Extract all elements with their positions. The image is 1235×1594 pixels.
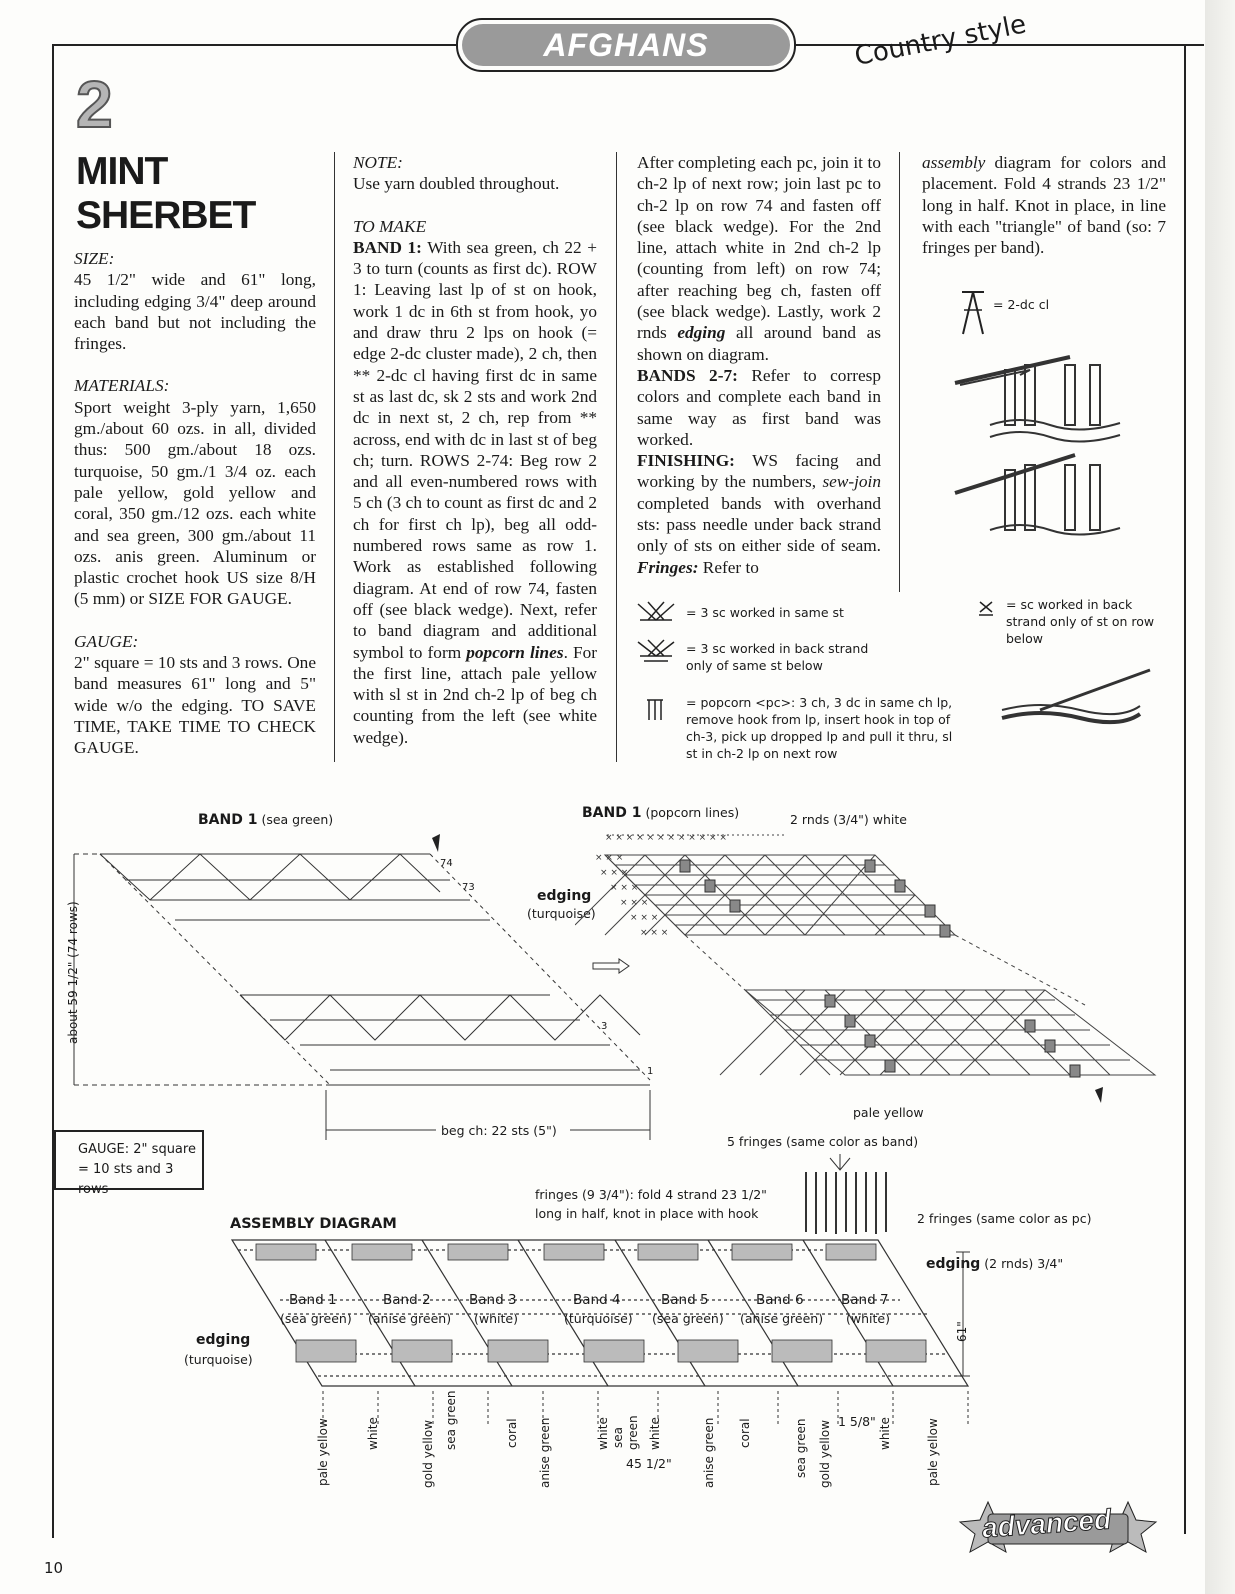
assembly-edging-bold: edging bbox=[926, 1256, 981, 1272]
popcorn-edging-color: (turquoise) bbox=[527, 906, 596, 921]
two-fringes-label: 2 fringes (same color as pc) bbox=[917, 1211, 1092, 1226]
assembly-band-6-color: (anise green) bbox=[740, 1311, 824, 1326]
col4-text: diagram for colors and placement. Fold 4 strands 23 1/2" long in half. Knot in place, in line with each "triangle" of band (so: 7 fringes per band). bbox=[922, 153, 1166, 258]
svg-text:× × ×: × × × bbox=[640, 928, 669, 938]
fringe-illustration bbox=[800, 1152, 900, 1242]
finishing-text-b: completed bands with overhand sts: pass needle under back strand only of sts on either side of seam. bbox=[637, 493, 881, 556]
assembly-band-2-name: Band 2 bbox=[383, 1292, 431, 1308]
column-divider-3 bbox=[899, 152, 900, 592]
band1-diagram-title-rest: (sea green) bbox=[257, 812, 334, 827]
three-sc-icon bbox=[634, 600, 678, 624]
beg-ch-label: beg ch: 22 sts (5") bbox=[441, 1123, 557, 1138]
band1-diagram bbox=[70, 830, 660, 1150]
column-4 bbox=[922, 152, 1166, 258]
band1-label: BAND 1: bbox=[353, 237, 422, 257]
fringes-text: Refer to bbox=[698, 557, 759, 577]
finishing-label: FINISHING: bbox=[637, 451, 735, 471]
to-make-heading: TO MAKE bbox=[353, 216, 427, 236]
assembly-band-6-name: Band 6 bbox=[756, 1292, 804, 1308]
page-frame-right bbox=[1184, 44, 1186, 1534]
assembly-edging-left-bold: edging bbox=[196, 1332, 251, 1348]
gauge-box bbox=[54, 1130, 204, 1197]
pattern-number: 2 bbox=[76, 67, 113, 141]
band-height-label: about 59 1/2" (74 rows) bbox=[66, 901, 80, 1044]
gauge-box-line-2: = 10 sts and 3 rows bbox=[78, 1162, 174, 1197]
color-label-14: gold yellow bbox=[818, 1419, 832, 1488]
col3-text-a: After completing each pc, join it to ch-2 lp of next row; join last pc to ch-2 lp on row 74 and fasten off (see black wedge). For the 2nd line, attach white in 2nd ch-2 lp (counting from left) on row 74; after reaching beg ch, fasten off (see black wedge). Lastly, work 2 rnds bbox=[637, 153, 881, 343]
svg-text:× × ×: × × × bbox=[595, 853, 624, 863]
color-label-16: pale yellow bbox=[926, 1418, 940, 1486]
column-divider-2 bbox=[616, 152, 617, 762]
assembly-edging-rest: (2 rnds) 3/4" bbox=[980, 1256, 1064, 1271]
svg-text:× × ×: × × × bbox=[600, 868, 629, 878]
color-label-6: anise green bbox=[538, 1417, 552, 1488]
svg-text:× × × × × × × × × × × ×: × × × × × × × × × × × × bbox=[605, 833, 727, 843]
note-heading: NOTE: bbox=[353, 153, 403, 172]
color-label-10: white bbox=[648, 1417, 662, 1450]
size-text: 45 1/2" wide and 61" long, including edging 3/4" deep around each band but not including the fringes. bbox=[74, 270, 316, 354]
three-sc-label: = 3 sc worked in same st bbox=[686, 605, 844, 620]
assembly-band-5-name: Band 5 bbox=[661, 1292, 709, 1308]
title-line-1: MINT bbox=[76, 150, 168, 193]
pale-yellow-label: pale yellow bbox=[853, 1105, 924, 1120]
difficulty-level: advanced bbox=[981, 1503, 1113, 1544]
title-line-2: SHERBET bbox=[76, 193, 256, 237]
color-label-1: pale yellow bbox=[316, 1418, 330, 1486]
gauge-heading: GAUGE: bbox=[74, 631, 139, 651]
assembly-band-7-name: Band 7 bbox=[841, 1292, 889, 1308]
sew-join-emphasis: sew-join bbox=[822, 472, 881, 492]
bands-label: BANDS 2-7: bbox=[637, 365, 738, 385]
sc-back-illustration bbox=[1000, 660, 1160, 730]
note-text: Use yarn doubled throughout. bbox=[353, 174, 560, 194]
popcorn-instructions bbox=[637, 152, 881, 365]
facing-page-edge bbox=[1205, 0, 1235, 1594]
cluster-symbol-icon bbox=[958, 288, 988, 338]
assembly-gap-label: 1 5/8" bbox=[838, 1414, 876, 1429]
column-3 bbox=[637, 152, 881, 578]
color-label-11: anise green bbox=[702, 1417, 716, 1488]
assembly-band-3-color: (white) bbox=[474, 1311, 518, 1326]
color-label-7: white bbox=[596, 1417, 610, 1450]
color-label-12: coral bbox=[738, 1418, 752, 1448]
color-label-8: sea bbox=[611, 1427, 625, 1448]
assembly-band-7-color: (white) bbox=[846, 1311, 890, 1326]
column-1 bbox=[74, 248, 316, 759]
bands-instructions bbox=[637, 365, 881, 450]
band1-diagram-title-bold: BAND 1 bbox=[198, 812, 258, 828]
col3-text-b: all around band as shown on diagram. bbox=[637, 323, 881, 364]
assembly-band-4-name: Band 4 bbox=[573, 1292, 621, 1308]
size-heading: SIZE: bbox=[74, 249, 115, 268]
color-label-3: gold yellow bbox=[421, 1419, 435, 1488]
assembly-band-4-color: (turquoise) bbox=[564, 1311, 633, 1326]
edging-rnds-label: 2 rnds (3/4") white bbox=[790, 812, 907, 827]
assembly-band-2-color: (anise green) bbox=[368, 1311, 452, 1326]
color-label-15: white bbox=[878, 1417, 892, 1450]
svg-text:× × ×: × × × bbox=[630, 913, 659, 923]
row-73-label: 73 bbox=[462, 882, 475, 893]
color-label-9: green bbox=[626, 1415, 640, 1450]
sc-back-label: = sc worked in back strand only of st on row below bbox=[1006, 597, 1155, 646]
section-banner bbox=[456, 18, 796, 72]
popcorn-diagram-title-rest: (popcorn lines) bbox=[641, 805, 740, 820]
bands-text: Refer to corresp colors and complete each band in same way as first band was worked. bbox=[637, 365, 881, 449]
five-fringes-label: 5 fringes (same color as band) bbox=[727, 1134, 919, 1149]
gauge-box-line-1: GAUGE: 2" square bbox=[78, 1142, 196, 1157]
fringes-note-line-2: long in half, knot in place with hook bbox=[535, 1206, 759, 1221]
style-tag: Country style bbox=[852, 9, 1029, 72]
popcorn-diagram-title bbox=[582, 805, 739, 821]
color-label-2: white bbox=[366, 1417, 380, 1450]
three-sc-back-icon bbox=[634, 638, 678, 664]
column-divider-1 bbox=[334, 152, 335, 762]
popcorn-diagram-title-bold: BAND 1 bbox=[582, 805, 642, 821]
svg-text:× × ×: × × × bbox=[610, 883, 639, 893]
popcorn-lines-emphasis: popcorn lines bbox=[466, 642, 564, 662]
popcorn-band-diagram bbox=[575, 825, 1165, 1105]
crochet-illustration bbox=[950, 345, 1140, 545]
svg-text:× × ×: × × × bbox=[620, 898, 649, 908]
assembly-instructions bbox=[922, 152, 1166, 258]
assembly-band-1-color: (sea green) bbox=[280, 1311, 352, 1326]
pattern-title bbox=[76, 150, 255, 237]
assembly-length-label: 61" bbox=[955, 1321, 969, 1342]
color-label-4: sea green bbox=[444, 1390, 458, 1450]
fringes-note-line-1: fringes (9 3/4"): fold 4 strand 23 1/2" bbox=[535, 1187, 767, 1202]
column-2 bbox=[353, 152, 597, 748]
row-1-label: 1 bbox=[647, 1066, 654, 1077]
band1-text-a: With sea green, ch 22 + 3 to turn (counts as first dc). ROW 1: Leaving last lp of st on hook, work 1 dc in 6th st from hook, yo and draw thru 2 lps on hook (= edge 2-dc cluster made), 2 ch, then ** 2-dc cl having first dc in same st as last dc, sk 2 sts and work 2nd dc in next st, 2 ch, rep from ** across, end with dc in last st of beg ch; turn. ROWS 2-74: Beg row 2 and all even-numbered rows with 5 ch (3 ch to count as first dc and 2 ch for first ch lp), beg all odd-numbered rows same as row 1. Work as established following diagram. At end of row 74, fasten off (see black wedge). Next, refer to band diagram and additional symbol to form bbox=[353, 237, 597, 662]
assembly-edging-left-color: (turquoise) bbox=[184, 1352, 253, 1367]
three-sc-back-label: = 3 sc worked in back strand only of same st below bbox=[686, 641, 869, 673]
sc-back-icon bbox=[978, 600, 994, 616]
edging-emphasis: edging bbox=[677, 323, 726, 343]
finishing-text-a: WS facing and working by the numbers, bbox=[637, 451, 881, 492]
assembly-title: ASSEMBLY DIAGRAM bbox=[230, 1216, 397, 1232]
cluster-symbol-label: = 2-dc cl bbox=[993, 297, 1050, 312]
popcorn-icon bbox=[644, 696, 666, 724]
assembly-emphasis: assembly bbox=[922, 153, 986, 172]
row-3-label: 3 bbox=[601, 1021, 608, 1032]
gauge-text: 2" square = 10 sts and 3 rows. One band measures 61" long and 5" wide w/o the edging. TO SAVE TIME, TAKE TIME TO CHECK GAUGE. bbox=[74, 653, 316, 758]
popcorn-edging-bold: edging bbox=[537, 888, 592, 904]
row-74-label: 74 bbox=[440, 858, 453, 869]
materials-text: Sport weight 3-ply yarn, 1,650 gm./about 60 ozs. in all, divided thus: 500 gm./about 18 ozs. turquoise, 50 gm./1 3/4 oz. each pale yellow, gold yellow and coral, 350 gm./12 ozs. each white and sea green, 300 gm./about 11 ozs. anis green. Aluminum or plastic crochet hook US size 8/H (5 mm) or SIZE FOR GAUGE. bbox=[74, 397, 316, 609]
assembly-band-3-name: Band 3 bbox=[469, 1292, 517, 1308]
color-label-5: coral bbox=[505, 1418, 519, 1448]
assembly-width-label: 45 1/2" bbox=[626, 1456, 672, 1471]
fringes-label: Fringes: bbox=[637, 557, 699, 577]
band1-diagram-title bbox=[198, 812, 333, 828]
finishing-instructions bbox=[637, 450, 881, 578]
color-label-13: sea green bbox=[794, 1418, 808, 1478]
page-number: 10 bbox=[44, 1559, 64, 1577]
band1-instructions bbox=[353, 237, 597, 748]
materials-heading: MATERIALS: bbox=[74, 376, 170, 396]
section-label: AFGHANS bbox=[462, 24, 790, 66]
popcorn-label: = popcorn <pc>: 3 ch, 3 dc in same ch lp, remove hook from lp, insert hook in top of ch-3, pick up dropped lp and pull it thru, sl st in ch-2 lp on next row bbox=[686, 695, 953, 761]
assembly-edging-left bbox=[196, 1332, 250, 1348]
band1-text-b: . For the first line, attach pale yellow with sl st in 2nd ch-2 lp of beg ch counting from the left (see white wedge). bbox=[353, 642, 598, 747]
assembly-band-1-name: Band 1 bbox=[289, 1292, 337, 1308]
assembly-band-5-color: (sea green) bbox=[652, 1311, 724, 1326]
